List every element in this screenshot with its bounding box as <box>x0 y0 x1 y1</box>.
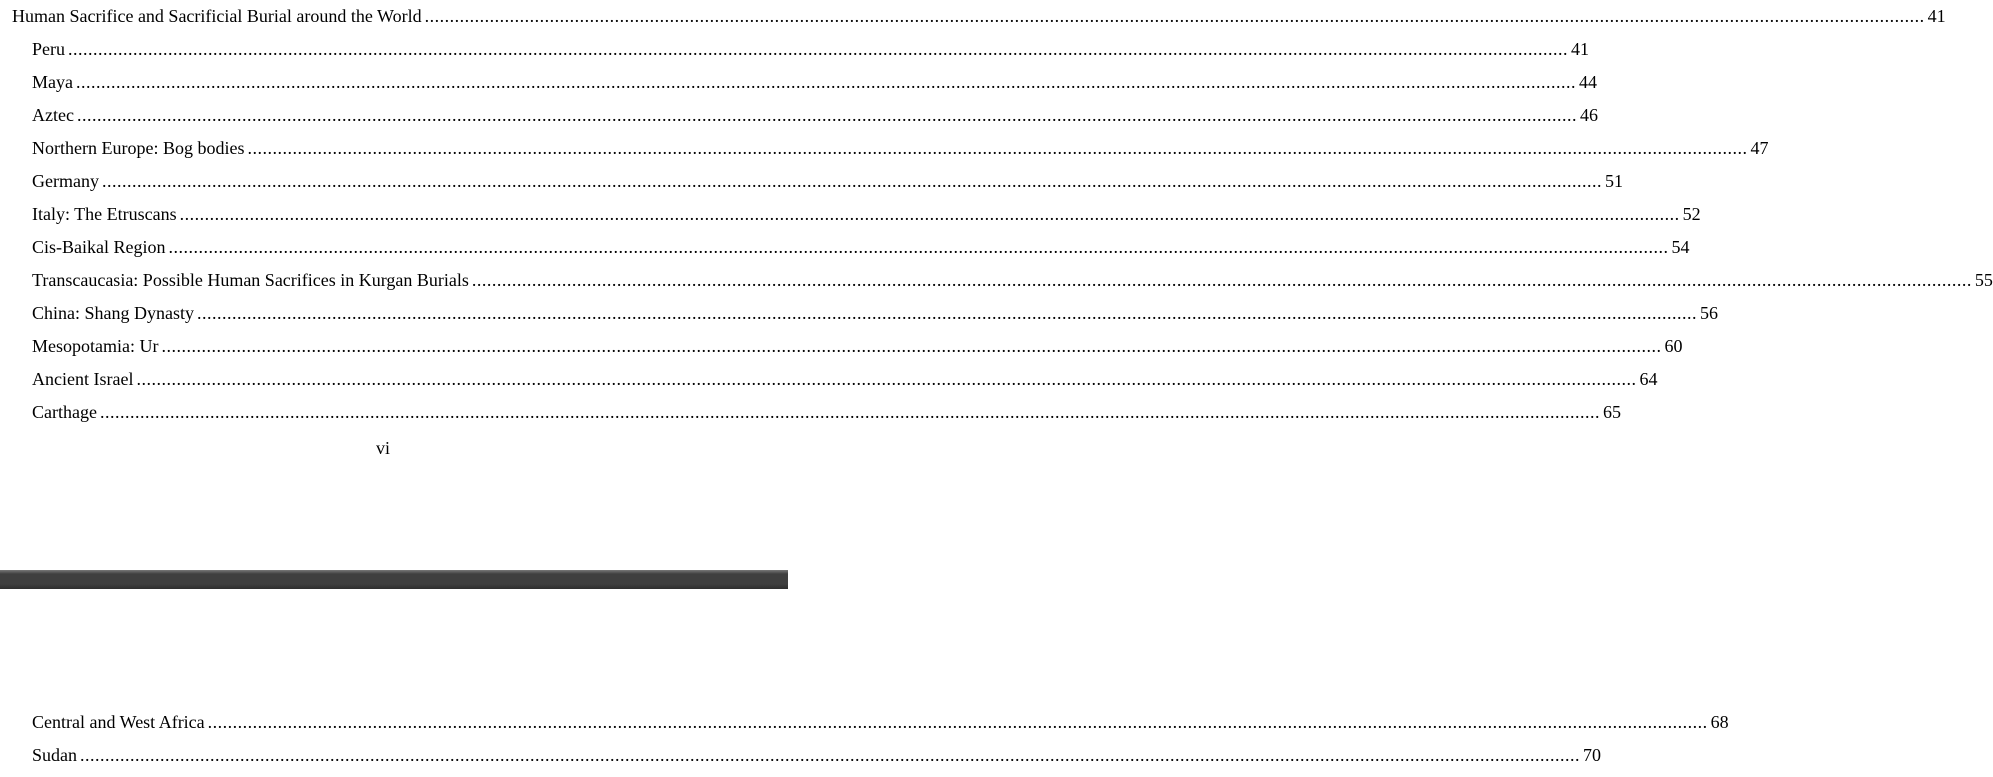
toc-entry-maya[interactable] <box>32 67 1597 93</box>
toc-entry-title: Aztec <box>32 105 74 125</box>
toc-leader-dots: ............................................................................................................................................................................................................................................................................................................ <box>136 369 1637 389</box>
toc-entry-mesopotamia[interactable] <box>32 331 1683 357</box>
toc-entry-carthage[interactable] <box>32 397 1621 423</box>
toc-entry-peru[interactable] <box>32 34 1589 60</box>
toc-entry-title: Italy: The Etruscans <box>32 204 177 224</box>
toc-leader-dots: ............................................................................................................................................................................................................................................................................................................ <box>68 39 1568 59</box>
toc-entry-northern-europe[interactable] <box>32 133 1769 159</box>
toc-leader-dots: ............................................................................................................................................................................................................................................................................................................ <box>161 336 1662 356</box>
toc-leader-dots: ............................................................................................................................................................................................................................................................................................................ <box>76 105 1577 125</box>
toc-entry-page: 46 <box>1579 105 1598 125</box>
toc-entry-title: China: Shang Dynasty <box>32 303 194 323</box>
toc-entry-page: 55 <box>1974 270 1993 290</box>
toc-entry-title: Carthage <box>32 402 97 422</box>
toc-entry-page: 70 <box>1583 745 1601 765</box>
toc-leader-dots: ............................................................................................................................................................................................................................................................................................................ <box>75 72 1576 92</box>
toc-entry-title: Transcaucasia: Possible Human Sacrifices in Kurgan Burials <box>32 270 469 290</box>
toc-entry-title: Cis-Baikal Region <box>32 237 166 257</box>
toc-entry-ancient-israel[interactable] <box>32 364 1658 390</box>
toc-entry-aztec[interactable] <box>32 100 1598 126</box>
toc-leader-dots: ............................................................................................................................................................................................................................................................................................................ <box>168 237 1669 257</box>
page-separator <box>0 570 788 589</box>
toc-entry-page: 65 <box>1602 402 1621 422</box>
toc-leader-dots: ............................................................................................................................................................................................................................................................................................................ <box>179 204 1680 224</box>
toc-entry-title: Northern Europe: Bog bodies <box>32 138 245 158</box>
toc-entry-title: Maya <box>32 72 73 92</box>
toc-entry-page: 68 <box>1710 712 1729 732</box>
toc-entry-human-sacrifice[interactable] <box>12 1 1946 27</box>
toc-entry-page: 44 <box>1578 72 1597 92</box>
toc-leader-dots: ............................................................................................................................................................................................................................................................................................................ <box>247 138 1748 158</box>
toc-entry-title: Sudan <box>32 745 77 765</box>
toc-entry-page: 60 <box>1664 336 1683 356</box>
toc-entry-page: 41 <box>1571 39 1589 59</box>
toc-entry-title: Peru <box>32 39 65 59</box>
toc-entry-page: 54 <box>1671 237 1690 257</box>
toc-entry-page: 64 <box>1639 369 1658 389</box>
toc-entry-page: 51 <box>1604 171 1623 191</box>
document-page-next <box>0 589 1729 777</box>
toc-entry-title: Ancient Israel <box>32 369 134 389</box>
toc-leader-dots: ............................................................................................................................................................................................................................................................................................................ <box>471 270 1972 290</box>
toc-leader-dots: ............................................................................................................................................................................................................................................................................................................ <box>424 6 1925 26</box>
toc-entry-sudan[interactable] <box>32 740 1601 766</box>
page-number: vi <box>375 438 390 458</box>
toc-leader-dots: ............................................................................................................................................................................................................................................................................................................ <box>99 402 1600 422</box>
toc-entry-title: Human Sacrifice and Sacrificial Burial around the World <box>12 6 422 26</box>
toc-entry-title: Central and West Africa <box>32 712 205 732</box>
toc-leader-dots: ............................................................................................................................................................................................................................................................................................................ <box>80 745 1580 765</box>
toc-entry-page: 56 <box>1700 303 1718 323</box>
toc-entry-title: Germany <box>32 171 99 191</box>
toc-entry-central-west-africa[interactable] <box>32 707 1729 733</box>
toc-leader-dots: ............................................................................................................................................................................................................................................................................................................ <box>207 712 1708 732</box>
toc-leader-dots: ............................................................................................................................................................................................................................................................................................................ <box>101 171 1602 191</box>
toc-entry-germany[interactable] <box>32 166 1623 192</box>
toc-entry-title: Mesopotamia: Ur <box>32 336 159 356</box>
toc-entry-cis-baikal[interactable] <box>32 232 1690 258</box>
toc-entry-transcaucasia[interactable] <box>32 265 1993 291</box>
toc-leader-dots: ............................................................................................................................................................................................................................................................................................................ <box>197 303 1697 323</box>
toc-entry-italy[interactable] <box>32 199 1701 225</box>
toc-entry-page: 52 <box>1682 204 1701 224</box>
toc-entry-china[interactable] <box>32 298 1718 324</box>
toc-entry-page: 47 <box>1750 138 1769 158</box>
toc-entry-page: 41 <box>1927 6 1946 26</box>
